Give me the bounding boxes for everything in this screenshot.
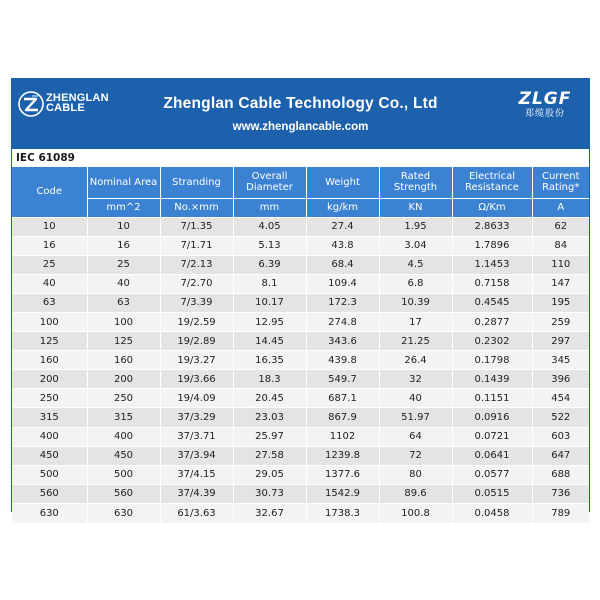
table-cell: 274.8 [306,312,379,331]
logo-line-2: CABLE [46,102,85,114]
table-cell: 21.25 [379,332,452,351]
table-cell: 10.39 [379,293,452,312]
table-cell: 687.1 [306,389,379,408]
table-cell: 7/2.70 [160,274,233,293]
table-cell: 19/3.66 [160,370,233,389]
table-cell: 647 [532,446,589,465]
unit-header: No.×mm [160,198,233,217]
spec-sheet [11,78,590,519]
table-cell: 10.17 [233,293,306,312]
table-cell: 400 [87,427,160,446]
table-cell: 63 [12,293,87,312]
table-cell: 736 [532,484,589,503]
table-cell: 17 [379,312,452,331]
table-cell: 0.0577 [452,465,532,484]
table-row [12,274,589,293]
column-header: Electrical Resistance [452,167,532,198]
table-cell: 5.13 [233,236,306,255]
table-cell: 26.4 [379,351,452,370]
unit-header: kg/km [306,198,379,217]
column-header: Overall Diameter [233,167,306,198]
table-cell: 6.8 [379,274,452,293]
table-cell: 72 [379,446,452,465]
table-row [12,236,589,255]
unit-header: KN [379,198,452,217]
table-cell: 0.1151 [452,389,532,408]
company-name: Zhenglan Cable Technology Co., Ltd [163,95,438,112]
column-header: Stranding [160,167,233,198]
unit-header: mm^2 [87,198,160,217]
table-row [12,446,589,465]
table-cell: 560 [12,484,87,503]
table-cell: 16 [87,236,160,255]
table-cell: 603 [532,427,589,446]
table-cell: 10 [87,217,160,236]
table-cell: 100 [87,312,160,331]
table-cell: 25 [12,255,87,274]
table-cell: 1542.9 [306,484,379,503]
table-row [12,408,589,427]
table-cell: 110 [532,255,589,274]
table-cell: 450 [87,446,160,465]
table-cell: 37/3.71 [160,427,233,446]
table-cell: 14.45 [233,332,306,351]
table-cell: 345 [532,351,589,370]
table-cell: 630 [12,503,87,522]
specification-table [12,167,589,523]
column-header: Weight [306,167,379,198]
table-row [12,503,589,522]
table-cell: 0.2302 [452,332,532,351]
table-cell: 10 [12,217,87,236]
table-row [12,312,589,331]
table-body [12,217,589,523]
unit-row [12,198,589,217]
table-cell: 688 [532,465,589,484]
table-cell: 315 [12,408,87,427]
table-cell: 500 [87,465,160,484]
table-row [12,427,589,446]
table-cell: 500 [12,465,87,484]
table-cell: 27.58 [233,446,306,465]
table-cell: 400 [12,427,87,446]
column-header: Current Rating* [532,167,589,198]
table-cell: 0.2877 [452,312,532,331]
table-cell: 0.0515 [452,484,532,503]
table-cell: 160 [87,351,160,370]
table-cell: 89.6 [379,484,452,503]
table-cell: 4.05 [233,217,306,236]
table-cell: 560 [87,484,160,503]
table-cell: 40 [87,274,160,293]
table-cell: 125 [12,332,87,351]
table-cell: 147 [532,274,589,293]
table-cell: 23.03 [233,408,306,427]
table-cell: 549.7 [306,370,379,389]
table-cell: 630 [87,503,160,522]
table-cell: 195 [532,293,589,312]
table-row [12,293,589,312]
unit-header: mm [233,198,306,217]
table-cell: 19/4.09 [160,389,233,408]
table-cell: 200 [12,370,87,389]
table-cell: 43.8 [306,236,379,255]
table-cell: 1.7896 [452,236,532,255]
column-header: Code [12,167,87,217]
table-cell: 1.1453 [452,255,532,274]
table-cell: 12.95 [233,312,306,331]
table-cell: 396 [532,370,589,389]
table-cell: 789 [532,503,589,522]
header-banner [12,79,589,149]
table-cell: 0.0721 [452,427,532,446]
unit-header: Ω/Km [452,198,532,217]
table-cell: 125 [87,332,160,351]
table-cell: 450 [12,446,87,465]
table-row [12,351,589,370]
table-cell: 315 [87,408,160,427]
table-cell: 19/2.59 [160,312,233,331]
table-cell: 297 [532,332,589,351]
table-cell: 20.45 [233,389,306,408]
table-row [12,255,589,274]
table-cell: 6.39 [233,255,306,274]
logo-line-1: ZHENGLAN [46,92,109,104]
table-cell: 25.97 [233,427,306,446]
table-cell: 37/4.39 [160,484,233,503]
table-cell: 250 [87,389,160,408]
table-cell: 0.0916 [452,408,532,427]
column-header: Nominal Area [87,167,160,198]
table-row [12,332,589,351]
table-cell: 1.95 [379,217,452,236]
table-cell: 0.0641 [452,446,532,465]
table-cell: 1102 [306,427,379,446]
table-cell: 522 [532,408,589,427]
table-cell: 0.7158 [452,274,532,293]
table-cell: 7/2.13 [160,255,233,274]
table-cell: 343.6 [306,332,379,351]
table-cell: 40 [12,274,87,293]
brand-mark: ZLGF [518,89,572,109]
table-row [12,389,589,408]
table-cell: 454 [532,389,589,408]
table-cell: 0.1439 [452,370,532,389]
table-cell: 172.3 [306,293,379,312]
unit-header: A [532,198,589,217]
table-cell: 68.4 [306,255,379,274]
table-cell: 51.97 [379,408,452,427]
table-cell: 64 [379,427,452,446]
table-cell: 7/3.39 [160,293,233,312]
table-cell: 80 [379,465,452,484]
table-cell: 40 [379,389,452,408]
header-row [12,167,589,198]
table-cell: 18.3 [233,370,306,389]
table-cell: 1738.3 [306,503,379,522]
table-cell: 61/3.63 [160,503,233,522]
table-cell: 7/1.71 [160,236,233,255]
table-cell: 16.35 [233,351,306,370]
table-cell: 32.67 [233,503,306,522]
table-cell: 4.5 [379,255,452,274]
table-cell: 29.05 [233,465,306,484]
table-cell: 63 [87,293,160,312]
column-header: Rated Strength [379,167,452,198]
table-cell: 37/4.15 [160,465,233,484]
table-cell: 160 [12,351,87,370]
table-row [12,370,589,389]
table-cell: 30.73 [233,484,306,503]
table-cell: 259 [532,312,589,331]
table-cell: 32 [379,370,452,389]
table-cell: 0.1798 [452,351,532,370]
table-cell: 1377.6 [306,465,379,484]
table-cell: 19/2.89 [160,332,233,351]
table-cell: 37/3.94 [160,446,233,465]
table-cell: 100 [12,312,87,331]
brand-logo [515,91,575,118]
table-row [12,217,589,236]
standard-label: IEC 61089 [16,152,75,164]
table-cell: 62 [532,217,589,236]
table-cell: 439.8 [306,351,379,370]
table-cell: 19/3.27 [160,351,233,370]
table-cell: 27.4 [306,217,379,236]
table-cell: 3.04 [379,236,452,255]
table-cell: 2.8633 [452,217,532,236]
table-cell: 84 [532,236,589,255]
table-cell: 867.9 [306,408,379,427]
table-cell: 1239.8 [306,446,379,465]
table-row [12,484,589,503]
table-cell: 100.8 [379,503,452,522]
table-cell: 7/1.35 [160,217,233,236]
table-cell: 16 [12,236,87,255]
table-row [12,465,589,484]
table-cell: 0.0458 [452,503,532,522]
table-cell: 37/3.29 [160,408,233,427]
website-link[interactable]: www.zhenglancable.com [232,121,369,133]
brand-cn: 郑缆股份 [524,108,565,118]
table-cell: 250 [12,389,87,408]
table-cell: 200 [87,370,160,389]
table-cell: 8.1 [233,274,306,293]
table-cell: 25 [87,255,160,274]
table-cell: 109.4 [306,274,379,293]
table-cell: 0.4545 [452,293,532,312]
